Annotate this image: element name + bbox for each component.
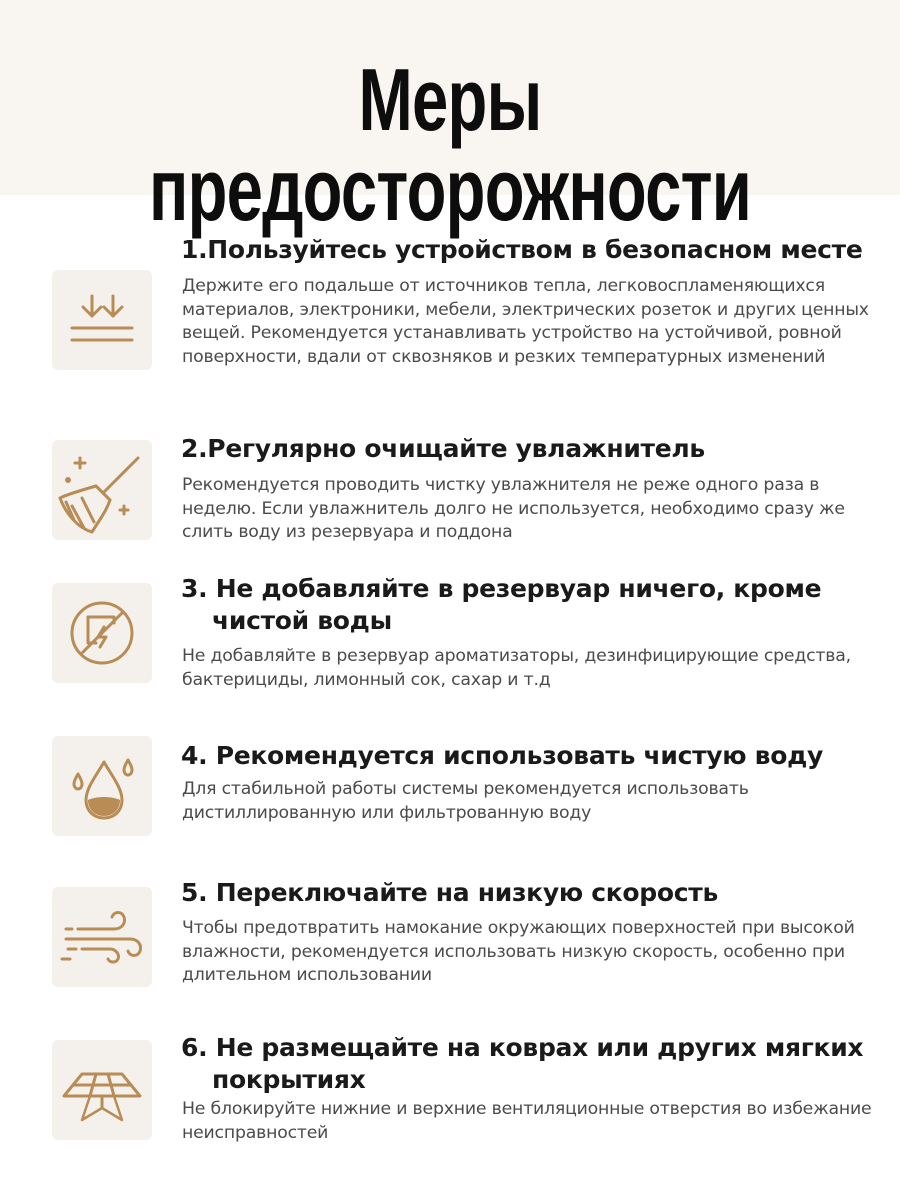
item-description: Не добавляйте в резервуар ароматизаторы, дезинфицирующие средства, бактерициды, лимонный сок, сахар и т.д <box>182 646 851 690</box>
water-drop-icon <box>52 736 152 836</box>
item-title: 1.Пользуйтесь устройством в безопасном месте <box>181 235 863 264</box>
item-description: Не блокируйте нижние и верхние вентиляционные отверстия во избежание неисправностей <box>182 1099 872 1143</box>
no-additives-icon <box>52 583 152 683</box>
broom-icon <box>52 440 152 540</box>
item-description: Для стабильной работы системы рекомендуется использовать дистиллированную или фильтрованную воду <box>182 779 749 823</box>
item-title: 6. Не размещайте на коврах или других мягких покрытиях <box>181 1033 864 1094</box>
header-banner <box>0 0 900 239</box>
item-description: Рекомендуется проводить чистку увлажнителя не реже одного раза в неделю. Если увлажнитель долго не используется, необходимо сразу же слить воду из резервуара и поддона <box>182 475 845 542</box>
item-title: 5. Переключайте на низкую скорость <box>181 878 718 907</box>
item-title: 3. Не добавляйте в резервуар ничего, кроме чистой воды <box>181 574 822 635</box>
wind-icon <box>52 887 152 987</box>
item-description: Держите его подальше от источников тепла, легковоспламеняющихся материалов, электроники, мебели, электрических розеток и других ценных вещей. Рекомендуется устанавливать устройство на устойчивой, ровной поверхности, вдали от сквозняков и резких температурных изменений <box>182 276 869 367</box>
page-title: Меры предосторожности <box>148 50 752 239</box>
item-title: 2.Регулярно очищайте увлажнитель <box>181 434 705 463</box>
item-title: 4. Рекомендуется использовать чистую воду <box>181 741 823 770</box>
item-description: Чтобы предотвратить намокание окружающих поверхностей при высокой влажности, рекомендуется использовать низкую скорость, особенно при длительном использовании <box>182 918 855 985</box>
level-surface-icon <box>52 270 152 370</box>
carpet-icon <box>52 1040 152 1140</box>
